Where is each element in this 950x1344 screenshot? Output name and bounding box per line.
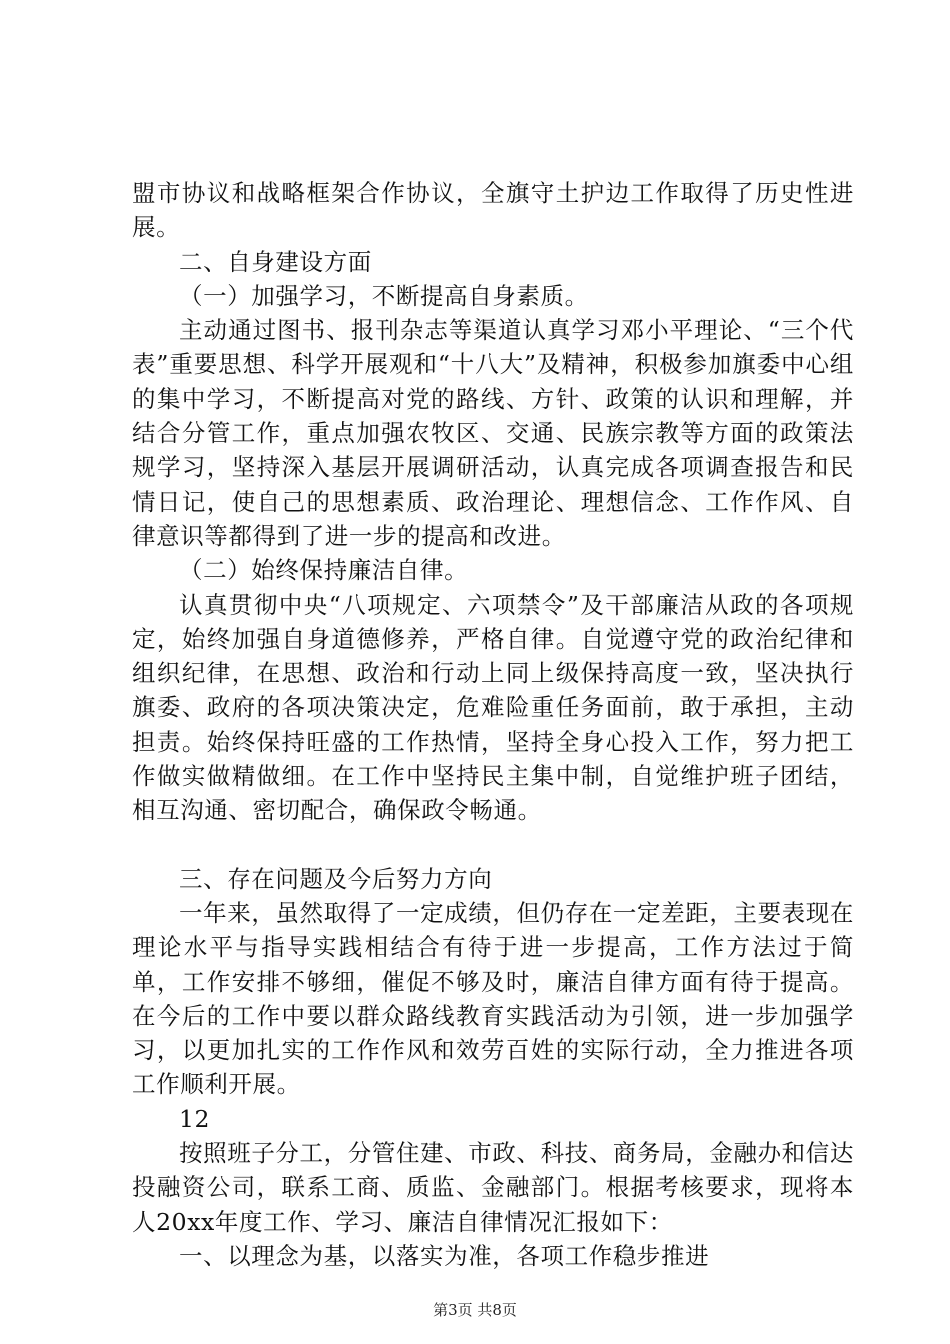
section-heading-self-building: 二、自身建设方面 xyxy=(179,247,372,276)
section-heading-problems: 三、存在问题及今后努力方向 xyxy=(179,864,493,893)
paragraph-integrity: 认真贯彻中央“八项规定、六项禁令”及干部廉洁从政的各项规定，始终加强自身道德修养，严格自律。自觉遵守党的政治纪律和组织纪律，在思想、政治和行动上同上级保持高度一致，坚决执行旗委、政府的各项决策决定，危难险重任务面前，敢于承担，主动担责。始终保持旺盛的工作热情，坚持全身心投入工作，努力把工作做实做精做细。在工作中坚持民主集中制，自觉维护班子团结，相互沟通、密切配合，确保政令畅通。 xyxy=(132,590,854,825)
paragraph-number: 12 xyxy=(179,1104,211,1133)
subsection-heading-study: （一）加强学习，不断提高自身素质。 xyxy=(179,281,589,310)
paragraph-study: 主动通过图书、报刊杂志等渠道认真学习邓小平理论、“三个代表”重要思想、科学开展观和“十八大”及精神，积极参加旗委中心组的集中学习，不断提高对党的路线、方针、政策的认识和理解，并结合分管工作，重点加强农牧区、交通、民族宗教等方面的政策法规学习，坚持深入基层开展调研活动，认真完成各项调查报告和民情日记，使自己的思想素质、政治理论、理想信念、工作作风、自律意识等都得到了进一步的提高和改进。 xyxy=(132,316,854,550)
paragraph-report-intro: 按照班子分工，分管住建、市政、科技、商务局，金融办和信达投融资公司，联系工商、质监、金融部门。根据考核要求，现将本人20xx年度工作、学习、廉洁自律情况汇报如下： xyxy=(132,1139,854,1236)
paragraph-continuation: 盟市协议和战略框架合作协议，全旗守土护边工作取得了历史性进展。 xyxy=(132,179,854,242)
document-body xyxy=(132,176,854,1273)
paragraph-problems: 一年来，虽然取得了一定成绩，但仍存在一定差距，主要表现在理论水平与指导实践相结合有待于进一步提高，工作方法过于简单，工作安排不够细，催促不够及时，廉洁自律方面有待于提高。在今后的工作中要以群众路线教育实践活动为引领，进一步加强学习，以更加扎实的工作作风和效劳百姓的实际行动，全力推进各项工作顺利开展。 xyxy=(132,898,854,1099)
paragraph-gap xyxy=(132,828,854,862)
subsection-heading-integrity: （二）始终保持廉洁自律。 xyxy=(179,556,469,585)
page-footer: 第3页 共8页 xyxy=(433,1301,517,1319)
section-heading-concept: 一、以理念为基，以落实为准，各项工作稳步推进 xyxy=(179,1241,710,1270)
